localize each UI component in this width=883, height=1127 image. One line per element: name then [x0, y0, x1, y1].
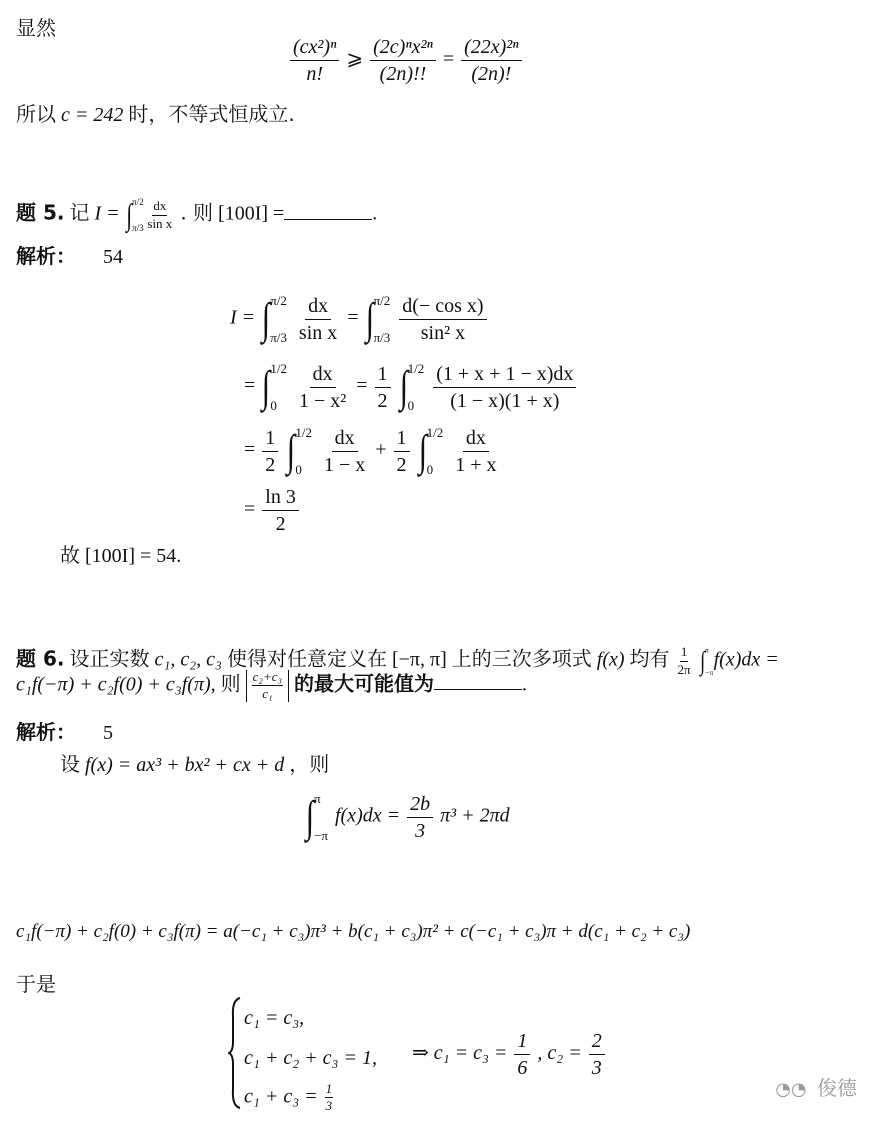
- p6-system-1: c₁ = c₃,: [244, 1007, 305, 1029]
- problem6-stem-line2: c₁f(−π) + c₂f(0) + c₃f(π), 则 $\frac{\text{c₂+c₃}}{\text{c₁}}$ 的最大可能值为 .: [16, 669, 528, 702]
- problem5-answer: 解析： 54: [16, 244, 123, 268]
- problem6-answer: 解析： 5: [16, 720, 113, 744]
- p6-set-f: 设 f(x) = ax³ + bx² + cx + d ，则: [60, 752, 330, 776]
- p6-long-equation: c₁f(−π) + c₂f(0) + c₃f(π) = a(−c₁ + c₃)π³ + b(c₁ + c₃)π² + c(−c₁ + c₃)π + d(c₁ + c₂ + c₃): [16, 921, 691, 942]
- p6-yushi: 于是: [16, 972, 56, 996]
- p6-system-3: c₁ + c₃ = $\frac{1}{3}$: [244, 1081, 333, 1114]
- answer-blank: [284, 203, 372, 220]
- ineq-frac-3: $\frac{\text{(22x)²ⁿ}}{(2n)!}$: [461, 36, 522, 85]
- p5-line1: I = ∫ π/2 π/3 $\frac{dx}{\text{sin x}}$ = ∫ π/2 π/3 $\frac{\text{d(− cos x)}}{\text{sin² x}}$: [230, 294, 489, 344]
- answer-blank: [434, 673, 522, 690]
- intro-inequality: $\frac{\text{(cx²)ⁿ}}{n!}$ ⩾ $\frac{\text{(2c)ⁿx²ⁿ}}{(2n)!!}$ = $\frac{\text{(22x)²ⁿ}}{(2n)!}$: [288, 36, 524, 85]
- floor-bracket: $\frac{\text{c₂+c₃}}{\text{c₁}}$: [246, 670, 289, 702]
- left-brace: [228, 996, 242, 1110]
- p5-line2: = ∫ 1/2 0 $\frac{dx}{\text{1 − x²}}$ = $\frac{1}{2}$ ∫ 1/2 0 $\frac{(1 + x + 1 - x)dx}{(1 - x)(1 + x)}$: [244, 362, 578, 412]
- problem5-stem: 题 5. 记 I = ∫ π/2 π/3 $\frac{dx}{\text{sin x}}$ . 则 [100I] = .: [16, 196, 378, 234]
- ineq-frac-2: $\frac{\text{(2c)ⁿx²ⁿ}}{(2n)!!}$: [370, 36, 436, 85]
- p6-system-2: c₁ + c₂ + c₃ = 1,: [244, 1047, 377, 1069]
- watermark: ◔◔ 俊德: [775, 1076, 857, 1100]
- p5-line3: = $\frac{1}{2}$ ∫ 1/2 0 $\frac{dx}{1 - x}$ + $\frac{1}{2}$ ∫ 1/2 0 $\frac{dx}{1 + x}$: [244, 425, 497, 477]
- ineq-frac-1: $\frac{\text{(cx²)ⁿ}}{n!}$: [290, 36, 339, 85]
- p5-therefore: 故 [100I] = 54.: [60, 543, 182, 567]
- intro-xianran: 显然: [16, 16, 56, 40]
- p6-integral: ∫ π −π f(x)dx = $\frac{2b}{3}$ π³ + 2πd: [305, 791, 510, 843]
- problem6-label: 题 6.: [16, 646, 65, 671]
- p5-line4: = $\frac{\ln 3}{2}$: [244, 486, 301, 535]
- p6-result: ⇒ c₁ = c₃ = $\frac{1}{6}$ , c₂ = $\frac{2}{3}$: [412, 1030, 607, 1079]
- wechat-icon: ◔◔: [775, 1079, 807, 1100]
- problem6-stem-line1: 题 6. 设正实数 c₁, c₂, c₃ 使得对任意定义在 [−π, π] 上的三次多项式 f(x) 均有 $\frac{1}{2\pi}$ ∫ π −π f(x)dx =: [16, 644, 779, 677]
- problem5-integral-sign: ∫ π/2 π/3: [125, 196, 144, 234]
- intro-conclusion: 所以 c = 242 时，不等式恒成立.: [16, 102, 295, 126]
- problem5-label: 题 5.: [16, 200, 65, 225]
